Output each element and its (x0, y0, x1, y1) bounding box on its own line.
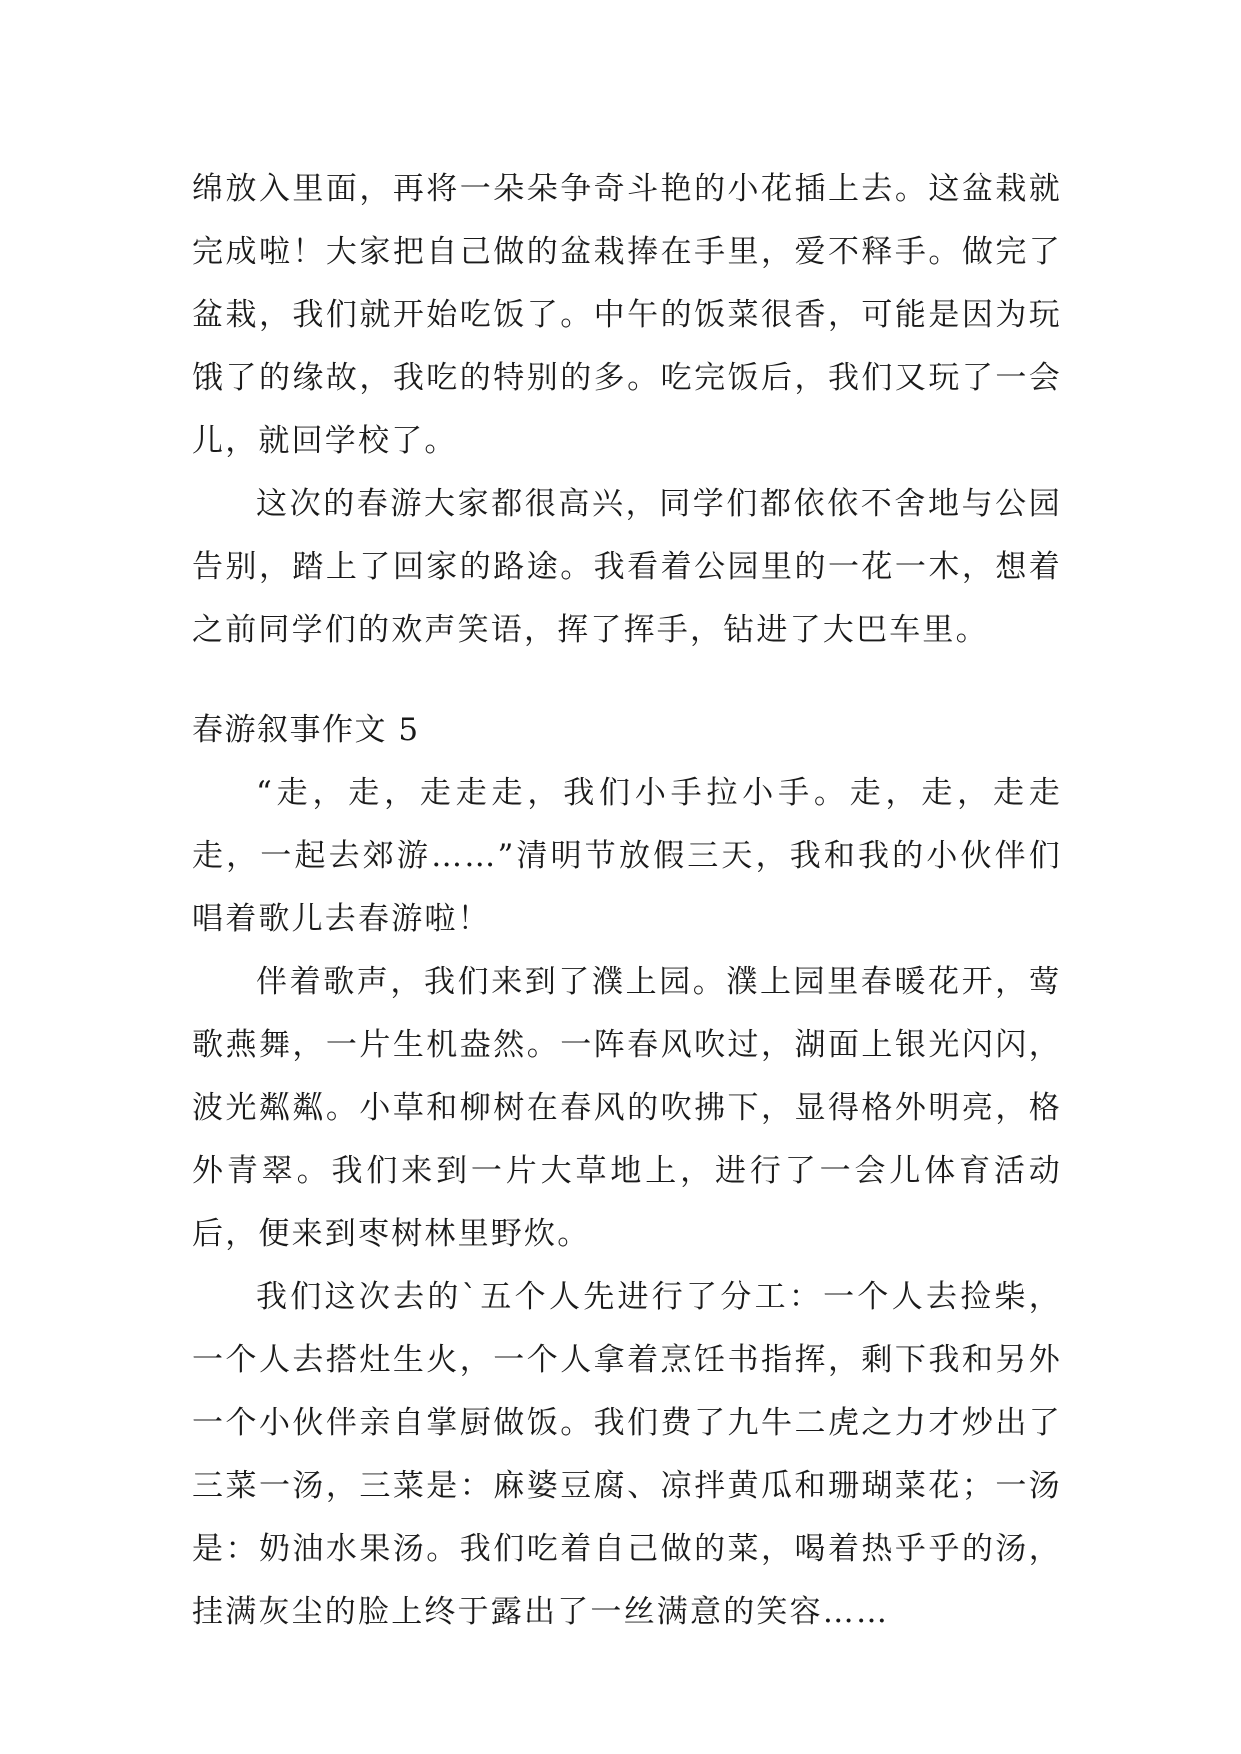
paragraph: “走，走，走走走，我们小手拉小手。走，走，走走走，一起去郊游……”清明节放假三天，我和我的小伙伴们唱着歌儿去春游啦！ (192, 775, 1062, 937)
paragraph: 我们这次去的`五个人先进行了分工：一个人去捡柴，一个人去搭灶生火，一个人拿着烹饪书指挥，剩下我和另外一个小伙伴亲自掌厨做饭。我们费了九牛二虎之力才炒出了三菜一汤，三菜是：麻婆豆腐、凉拌黄瓜和珊瑚菜花；一汤是：奶油水果汤。我们吃着自己做的菜，喝着热乎乎的汤，挂满灰尘的脸上终于露出了一丝满意的笑容…… (192, 1279, 1062, 1630)
paragraph: 这次的春游大家都很高兴，同学们都依依不舍地与公园告别，踏上了回家的路途。我看着公园里的一花一木，想着之前同学们的欢声笑语，挥了挥手，钻进了大巴车里。 (192, 486, 1062, 648)
paragraph-continued: 绵放入里面，再将一朵朵争奇斗艳的小花插上去。这盆栽就完成啦！大家把自己做的盆栽捧在手里，爱不释手。做完了盆栽，我们就开始吃饭了。中午的饭菜很香，可能是因为玩饿了的缘故，我吃的特别的多。吃完饭后，我们又玩了一会儿，就回学校了。 (192, 171, 1062, 459)
essay-title: 春游叙事作文 5 (192, 712, 420, 748)
document-body (192, 158, 1062, 1644)
paragraph: 伴着歌声，我们来到了濮上园。濮上园里春暖花开，莺歌燕舞，一片生机盎然。一阵春风吹过，湖面上银光闪闪，波光粼粼。小草和柳树在春风的吹拂下，显得格外明亮，格外青翠。我们来到一片大草地上，进行了一会儿体育活动后，便来到枣树林里野炊。 (192, 964, 1062, 1252)
